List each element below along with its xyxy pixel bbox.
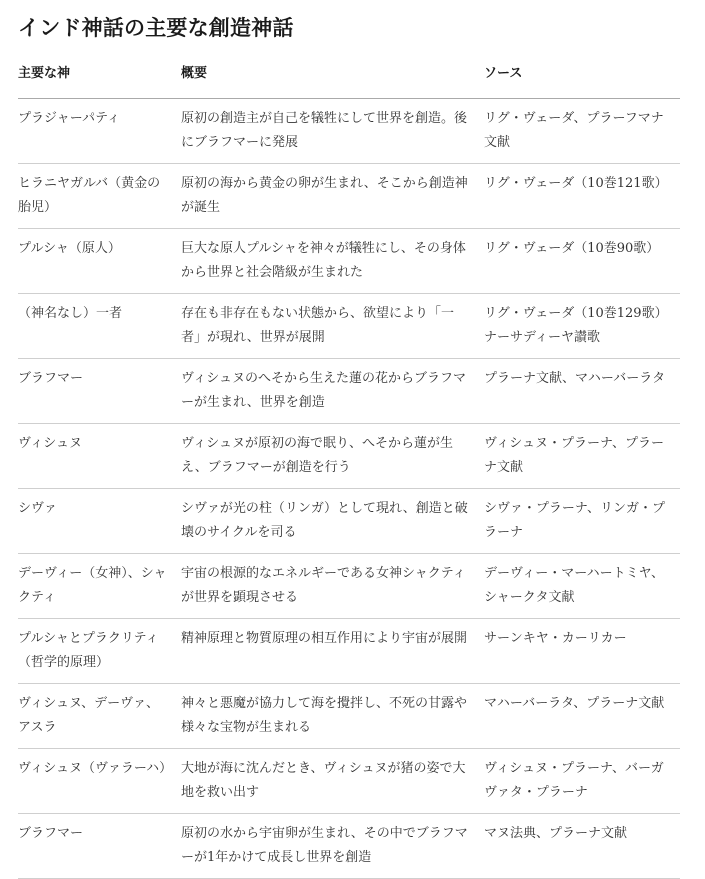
table-row <box>18 749 680 814</box>
creation-myths-table <box>18 50 680 879</box>
cell-deity: ブラフマー <box>18 359 181 424</box>
cell-summary: 原初の水から宇宙卵が生まれ、その中でブラフマーが1年かけて成長し世界を創造 <box>181 814 484 879</box>
cell-deity: デーヴィー（女神）、シャクティ <box>18 554 181 619</box>
cell-deity: プラジャーパティ <box>18 99 181 164</box>
cell-summary: 大地が海に沈んだとき、ヴィシュヌが猪の姿で大地を救い出す <box>181 749 484 814</box>
table-row <box>18 554 680 619</box>
cell-deity: ブラフマー <box>18 814 181 879</box>
cell-summary: 宇宙の根源的なエネルギーである女神シャクティが世界を顕現させる <box>181 554 484 619</box>
cell-deity: シヴァ <box>18 489 181 554</box>
cell-source: リグ・ヴェーダ（10巻121歌） <box>484 164 680 229</box>
table-row <box>18 229 680 294</box>
cell-source: プラーナ文献、マハーバーラタ <box>484 359 680 424</box>
cell-source: マハーバーラタ、プラーナ文献 <box>484 684 680 749</box>
cell-summary: 精神原理と物質原理の相互作用により宇宙が展開 <box>181 619 484 684</box>
cell-deity: ヒラニヤガルバ（黄金の胎児） <box>18 164 181 229</box>
cell-deity: ヴィシュヌ（ヴァラーハ） <box>18 749 181 814</box>
table-row <box>18 164 680 229</box>
page-title: インド神話の主要な創造神話 <box>18 15 294 40</box>
table-header-row <box>18 50 680 99</box>
cell-deity: プルシャとプラクリティ（哲学的原理） <box>18 619 181 684</box>
cell-summary: ヴィシュヌが原初の海で眠り、へそから蓮が生え、ブラフマーが創造を行う <box>181 424 484 489</box>
column-header-source: ソース <box>484 50 680 99</box>
cell-deity: プルシャ（原人） <box>18 229 181 294</box>
table-row <box>18 294 680 359</box>
cell-source: リグ・ヴェーダ（10巻90歌） <box>484 229 680 294</box>
cell-summary: シヴァが光の柱（リンガ）として現れ、創造と破壊のサイクルを司る <box>181 489 484 554</box>
table-row <box>18 814 680 879</box>
cell-summary: 存在も非存在もない状態から、欲望により「一者」が現れ、世界が展開 <box>181 294 484 359</box>
cell-source: ヴィシュヌ・プラーナ、プラーナ文献 <box>484 424 680 489</box>
cell-summary: ヴィシュヌのへそから生えた蓮の花からブラフマーが生まれ、世界を創造 <box>181 359 484 424</box>
table-row <box>18 99 680 164</box>
cell-source: サーンキヤ・カーリカー <box>484 619 680 684</box>
cell-source: リグ・ヴェーダ、プラーフマナ文献 <box>484 99 680 164</box>
table-row <box>18 684 680 749</box>
cell-source: リグ・ヴェーダ（10巻129歌）ナーサディーヤ讃歌 <box>484 294 680 359</box>
cell-summary: 巨大な原人プルシャを神々が犠牲にし、その身体から世界と社会階級が生まれた <box>181 229 484 294</box>
cell-summary: 原初の海から黄金の卵が生まれ、そこから創造神が誕生 <box>181 164 484 229</box>
table-row <box>18 424 680 489</box>
cell-source: ヴィシュヌ・プラーナ、バーガヴァタ・プラーナ <box>484 749 680 814</box>
cell-source: マヌ法典、プラーナ文献 <box>484 814 680 879</box>
cell-summary: 神々と悪魔が協力して海を攪拌し、不死の甘露や様々な宝物が生まれる <box>181 684 484 749</box>
cell-deity: ヴィシュヌ <box>18 424 181 489</box>
cell-deity: ヴィシュヌ、デーヴァ、アスラ <box>18 684 181 749</box>
cell-summary: 原初の創造主が自己を犠牲にして世界を創造。後にブラフマーに発展 <box>181 99 484 164</box>
cell-source: シヴァ・プラーナ、リンガ・プラーナ <box>484 489 680 554</box>
cell-source: デーヴィー・マーハートミヤ、シャークタ文献 <box>484 554 680 619</box>
table-row <box>18 359 680 424</box>
table-row <box>18 619 680 684</box>
column-header-summary: 概要 <box>181 50 484 99</box>
cell-deity: （神名なし）一者 <box>18 294 181 359</box>
column-header-deity: 主要な神 <box>18 50 181 99</box>
table-row <box>18 489 680 554</box>
